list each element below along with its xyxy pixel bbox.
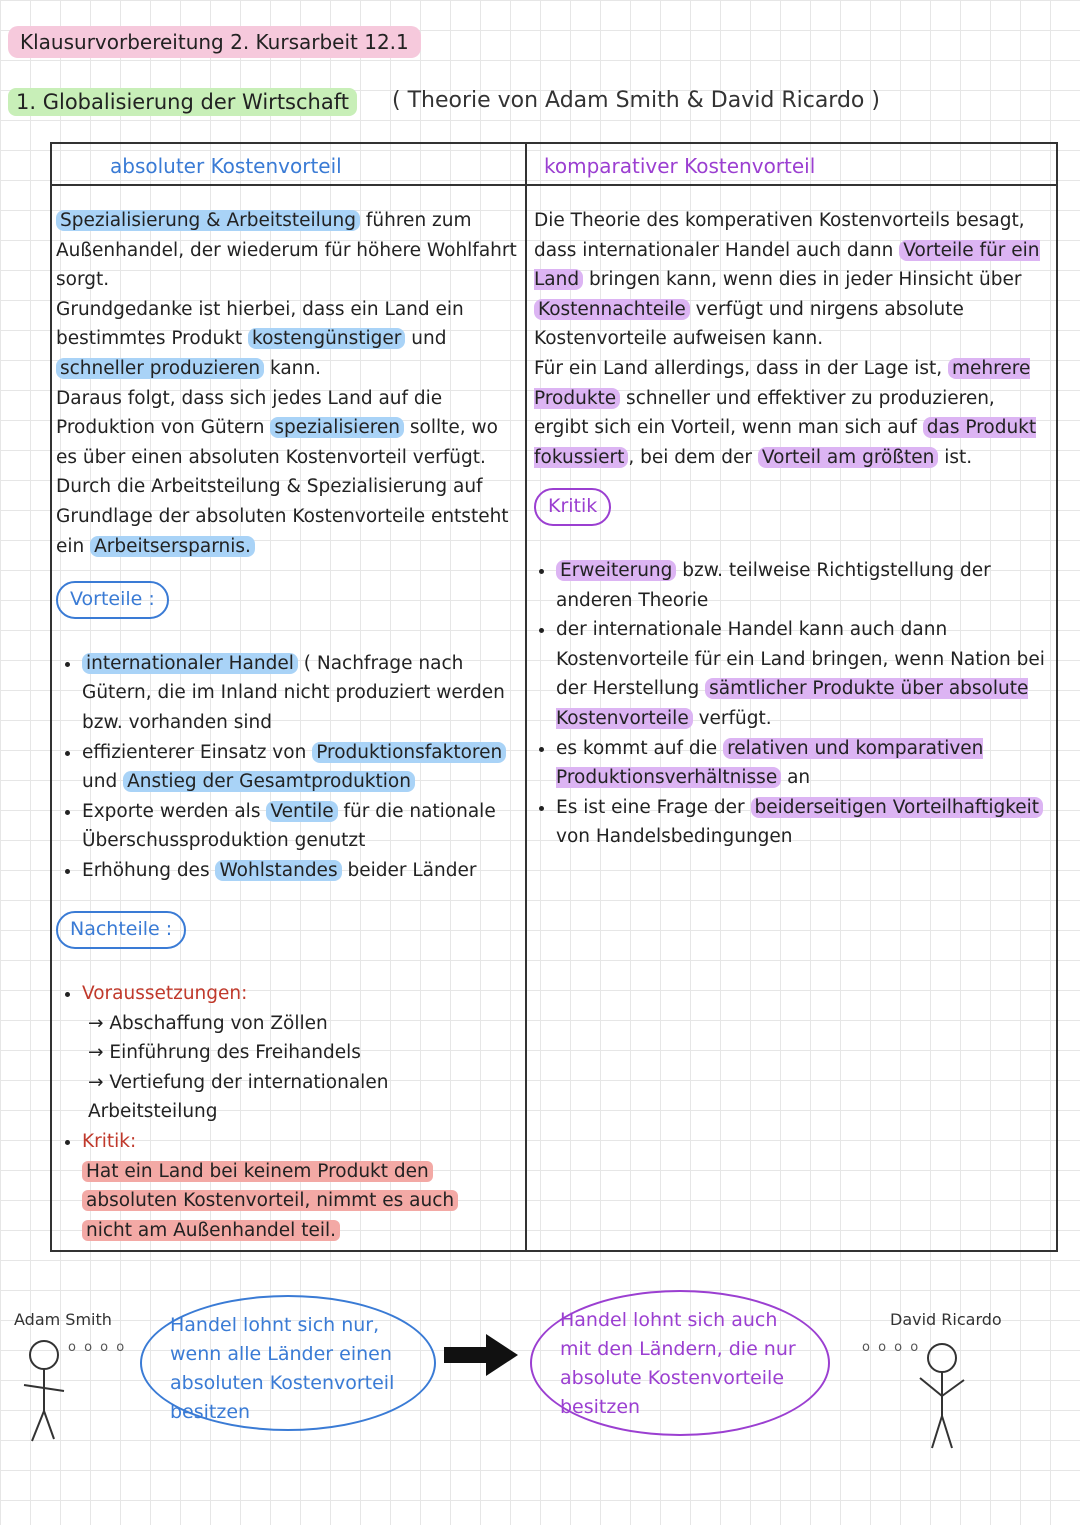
- kritik-label-right: Kritik: [534, 488, 611, 526]
- list-item: • Erweiterung bzw. teilweise Richtigstellung der anderen Theorie: [556, 556, 1048, 615]
- list-item: • es kommt auf die relativen und komparativen Produktionsverhältnisse an: [556, 734, 1048, 793]
- column-divider: [525, 144, 527, 1250]
- right-column: [534, 206, 1048, 852]
- left-intro-1: Spezialisierung & Arbeitsteilung führen zum Außenhandel, der wiederum für höhere Wohlfahrt sorgt.: [56, 210, 517, 291]
- ricardo-thought-bubble: Handel lohnt sich auch mit den Ländern, die nur absolute Kostenvorteile besitzen: [530, 1290, 830, 1436]
- right-intro: Die Theorie des komperativen Kostenvorteils besagt, dass internationaler Handel auch dann Vorteile für ein Land bringen kann, wenn dies in jeder Hinsicht über Kostennachteile verfügt und nirgens absolute Kostenvorteile aufweisen kann.: [534, 210, 1040, 350]
- voraussetzung-item: → Abschaffung von Zöllen: [88, 1012, 328, 1034]
- list-item: • der internationale Handel kann auch dann Kostenvorteile für ein Land bringen, wenn Nation bei der Herstellung sämtlicher Produkte über absolute Kostenvorteile verfügt.: [556, 615, 1048, 733]
- left-column: [56, 206, 518, 1245]
- thought-dots-right: o o o o: [862, 1340, 921, 1355]
- kritik-block-left: [82, 1157, 518, 1246]
- david-ricardo-label: David Ricardo: [890, 1310, 1002, 1329]
- nachteile-list: [56, 979, 518, 1245]
- kritik-line: nicht am Außenhandel teil.: [82, 1220, 340, 1241]
- list-item: • Erhöhung des Wohlstandes beider Länder: [82, 856, 518, 886]
- left-intro-4: Durch die Arbeitsteilung & Spezialisierung auf Grundlage der absoluten Kostenvorteile entsteht ein Arbeitsersparnis.: [56, 476, 509, 557]
- voraussetzungen-label: Voraussetzungen:: [82, 983, 248, 1005]
- nachteile-label: Nachteile :: [56, 911, 186, 949]
- list-item: [82, 979, 518, 1127]
- thought-dots-left: o o o o: [68, 1340, 127, 1355]
- section-title: 1. Globalisierung der Wirtschaft: [8, 88, 357, 116]
- header-divider: [52, 184, 1056, 186]
- adam-smith-label: Adam Smith: [14, 1310, 112, 1329]
- left-intro-2: Grundgedanke ist hierbei, dass ein Land ein bestimmtes Produkt kostengünstiger und schneller produzieren kann.: [56, 298, 464, 379]
- right-para-2: Für ein Land allerdings, dass in der Lage ist, mehrere Produkte schneller und effektiver zu produzieren, ergibt sich ein Vorteil, wenn man sich auf das Produkt fokussiert , bei dem der Vorteil am größten ist.: [534, 357, 1037, 468]
- kritik-label-left: Kritik:: [82, 1131, 137, 1153]
- arrow-right-icon: [444, 1332, 520, 1378]
- list-item: • Exporte werden als Ventile für die nationale Überschussproduktion genutzt: [82, 797, 518, 856]
- vorteile-label: Vorteile :: [56, 581, 169, 619]
- david-ricardo-figure-icon: [912, 1338, 972, 1452]
- right-column-heading: komparativer Kostenvorteil: [544, 154, 816, 178]
- comparison-table: [50, 142, 1058, 1252]
- list-item: • effizienterer Einsatz von Produktionsfaktoren und Anstieg der Gesamtproduktion: [82, 738, 518, 797]
- vorteile-list: [56, 649, 518, 886]
- page-title: Klausurvorbereitung 2. Kursarbeit 12.1: [8, 26, 421, 58]
- smith-thought-bubble: Handel lohnt sich nur, wenn alle Länder einen absoluten Kostenvorteil besitzen: [140, 1295, 436, 1431]
- kritik-list-right: [534, 556, 1048, 852]
- list-item: • Es ist eine Frage der beiderseitigen Vorteilhaftigkeit von Handelsbedingungen: [556, 793, 1048, 852]
- theory-note: ( Theorie von Adam Smith & David Ricardo ): [392, 88, 880, 113]
- kritik-line: absoluten Kostenvorteil, nimmt es auch: [82, 1190, 458, 1211]
- list-item: [82, 1127, 518, 1245]
- voraussetzung-item: → Einführung des Freihandels: [88, 1042, 361, 1064]
- kritik-line: Hat ein Land bei keinem Produkt den: [82, 1161, 433, 1182]
- left-intro-3: Daraus folgt, dass sich jedes Land auf die Produktion von Gütern spezialisieren sollte, wo es über einen absoluten Kostenvorteil verfügt.: [56, 387, 498, 468]
- left-column-heading: absoluter Kostenvorteil: [110, 154, 342, 178]
- list-item: • internationaler Handel ( Nachfrage nach Gütern, die im Inland nicht produziert werden bzw. vorhanden sind: [82, 649, 518, 738]
- voraussetzung-item: → Vertiefung der internationalen Arbeitsteilung: [88, 1071, 389, 1123]
